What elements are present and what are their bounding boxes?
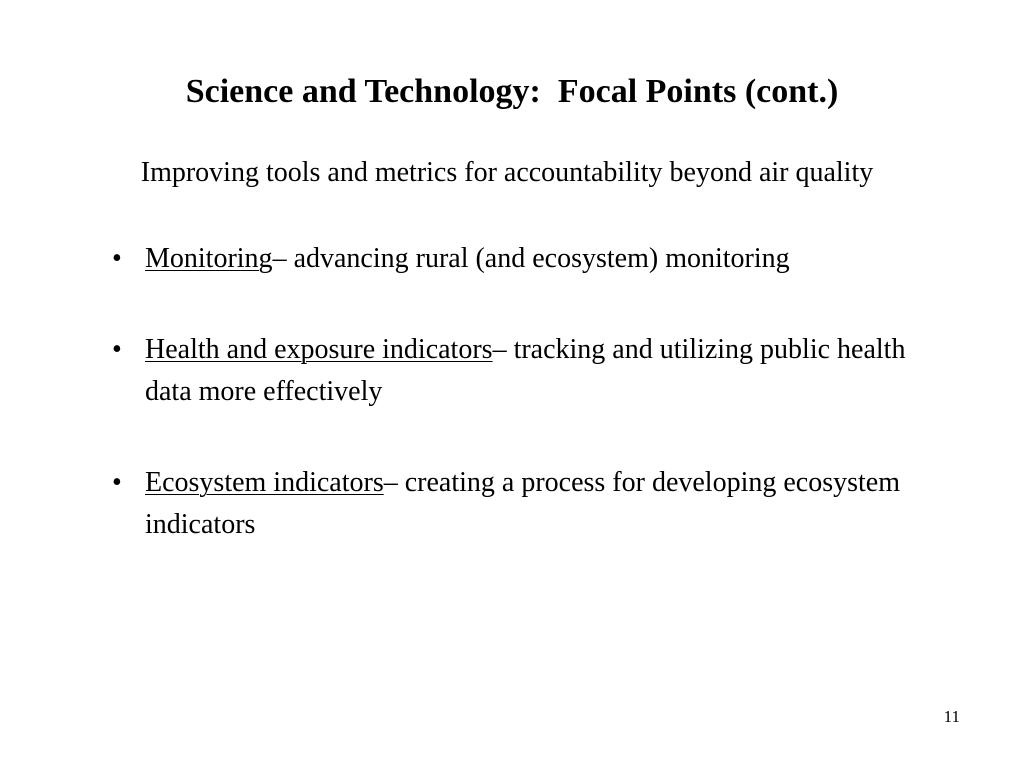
bullet-icon: • — [112, 243, 122, 274]
bullet-icon: • — [112, 467, 122, 498]
bullet-item-monitoring — [112, 238, 942, 280]
bullet-text: – tracking and utilizing public health data more effectively — [145, 334, 906, 407]
bullet-icon: • — [112, 334, 122, 365]
bullet-item-health-indicators — [112, 329, 942, 413]
bullet-item-ecosystem-indicators — [112, 462, 942, 546]
bullet-text: – creating a process for developing ecosystem indicators — [145, 467, 900, 540]
bullet-term: Health and exposure indicators — [145, 334, 493, 365]
slide-subtitle: Improving tools and metrics for accountability beyond air quality — [140, 157, 874, 188]
bullet-term: Monitoring — [145, 243, 273, 274]
bullet-list — [112, 238, 942, 595]
bullet-term: Ecosystem indicators — [145, 467, 384, 498]
bullet-text: – advancing rural (and ecosystem) monitoring — [272, 243, 790, 274]
page-number: 11 — [943, 707, 960, 726]
slide-title: Science and Technology: Focal Points (cont.) — [185, 73, 839, 110]
